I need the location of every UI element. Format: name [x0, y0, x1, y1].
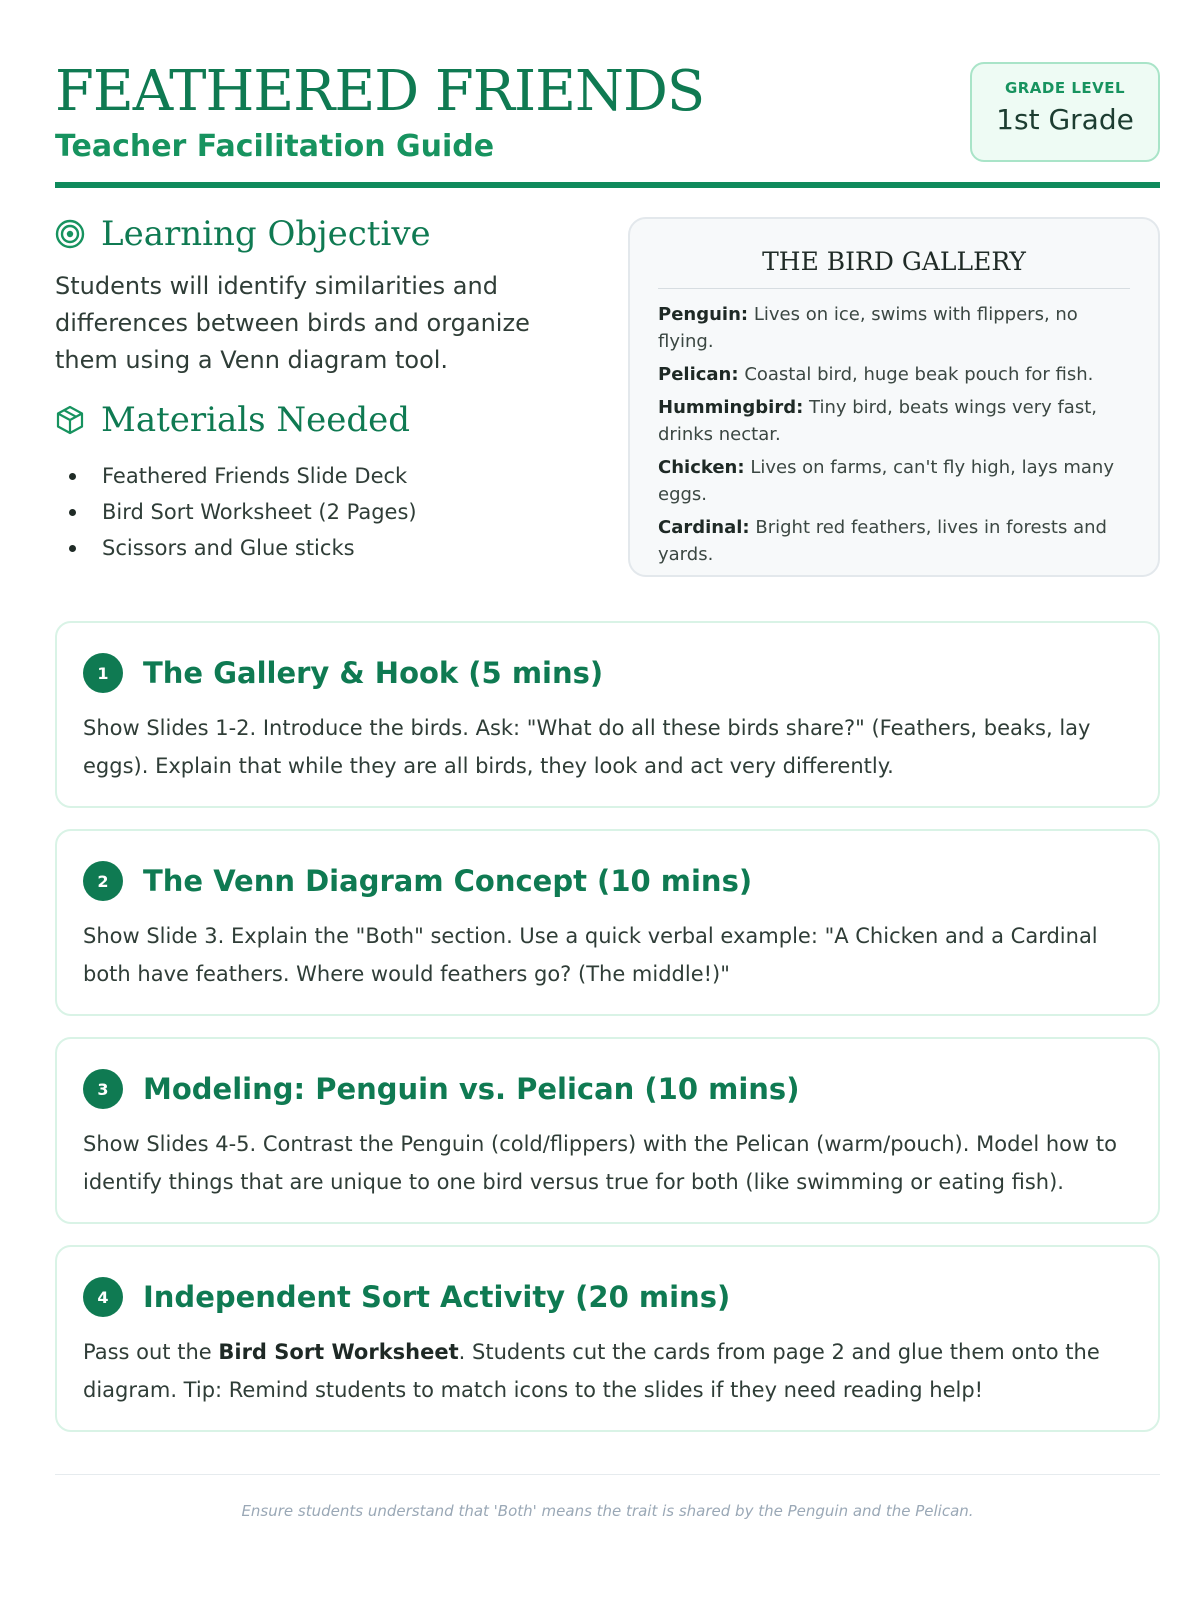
materials-heading [55, 398, 410, 442]
step-body: Show Slide 3. Explain the "Both" section. Use a quick verbal example: "A Chicken and a Cardinal both have feathers. Where would feathers go? (The middle!)" [83, 924, 1098, 986]
step-body: Show Slides 1-2. Introduce the birds. Ask: "What do all these birds share?" (Feathers, beaks, lay eggs). Explain that while they are all birds, they look and act very differently. [83, 716, 1091, 778]
step-card-1 [55, 621, 1160, 808]
materials-heading-text: Materials Needed [101, 400, 411, 440]
grade-level-badge [970, 62, 1160, 162]
step-header [83, 653, 603, 693]
list-item: Scissors and Glue sticks [55, 530, 417, 566]
objective-text: Students will identify similarities and differences between birds and organize them using a Venn diagram tool. [55, 272, 530, 374]
target-icon [55, 219, 85, 249]
list-item [658, 361, 1130, 388]
step-number-badge: 1 [83, 653, 123, 693]
lesson-guide-page [55, 0, 1160, 1600]
bird-name: Cardinal: [658, 517, 750, 538]
bird-description: Lives on ice, swims with flippers, no flying. [658, 304, 1078, 352]
step-body: Show Slides 4-5. Contrast the Penguin (cold/flippers) with the Pelican (warm/pouch). Model how to identify things that are unique to one bird versus true for both (like swimming or eating fish). [83, 1132, 1117, 1194]
footer-divider [55, 1474, 1160, 1475]
step-title: The Venn Diagram Concept (10 mins) [143, 864, 753, 898]
step-number-badge: 2 [83, 861, 123, 901]
step-card-3 [55, 1037, 1160, 1224]
step-body-text: Pass out the [83, 1340, 219, 1364]
step-body-text: . Students cut the cards from page 2 and glue them onto the diagram. Tip: Remind students to match icons to the slides if they need reading help! [83, 1340, 1100, 1402]
objective-heading-text: Learning Objective [101, 214, 431, 254]
bird-name: Chicken: [658, 457, 745, 478]
step-header [83, 1277, 730, 1317]
list-item [658, 301, 1130, 355]
page-title: FEATHERED FRIENDS [55, 59, 705, 124]
list-item [658, 454, 1130, 508]
bird-description: Tiny bird, beats wings very fast, drinks nectar. [658, 397, 1097, 445]
step-number-badge: 3 [83, 1069, 123, 1109]
bird-gallery-title: THE BIRD GALLERY [658, 247, 1130, 289]
bird-description: Coastal bird, huge beak pouch for fish. [744, 364, 1094, 385]
step-header [83, 1069, 799, 1109]
list-item: Bird Sort Worksheet (2 Pages) [55, 494, 417, 530]
step-number-badge: 4 [83, 1277, 123, 1317]
worksheet-name: Bird Sort Worksheet [218, 1340, 459, 1364]
step-body [83, 1333, 1133, 1409]
step-card-4 [55, 1245, 1160, 1432]
step-header [83, 861, 752, 901]
bird-name: Penguin: [658, 304, 749, 325]
list-item [658, 514, 1130, 568]
materials-list [55, 458, 417, 566]
grade-level-label: GRADE LEVEL [1004, 79, 1126, 97]
bird-gallery-card [628, 217, 1160, 577]
bird-description: Bright red feathers, lives in forests and yards. [658, 517, 1107, 565]
page-subtitle: Teacher Facilitation Guide [55, 129, 495, 164]
list-item: Feathered Friends Slide Deck [55, 458, 417, 494]
step-title: The Gallery & Hook (5 mins) [143, 656, 604, 690]
box-icon [55, 405, 85, 435]
objective-heading [55, 212, 431, 256]
bird-description: Lives on farms, can't fly high, lays many eggs. [658, 457, 1114, 505]
bird-name: Pelican: [658, 364, 739, 385]
bird-gallery-list [658, 301, 1130, 568]
header-divider [55, 182, 1160, 188]
footer-note: Ensure students understand that 'Both' means the trait is shared by the Penguin and the Pelican. [241, 1502, 974, 1520]
step-title: Independent Sort Activity (20 mins) [143, 1280, 731, 1314]
grade-level-value: 1st Grade [996, 103, 1134, 136]
step-title: Modeling: Penguin vs. Pelican (10 mins) [143, 1072, 800, 1106]
step-card-2 [55, 829, 1160, 1016]
header [55, 55, 1160, 185]
list-item [658, 394, 1130, 448]
bird-name: Hummingbird: [658, 397, 804, 418]
